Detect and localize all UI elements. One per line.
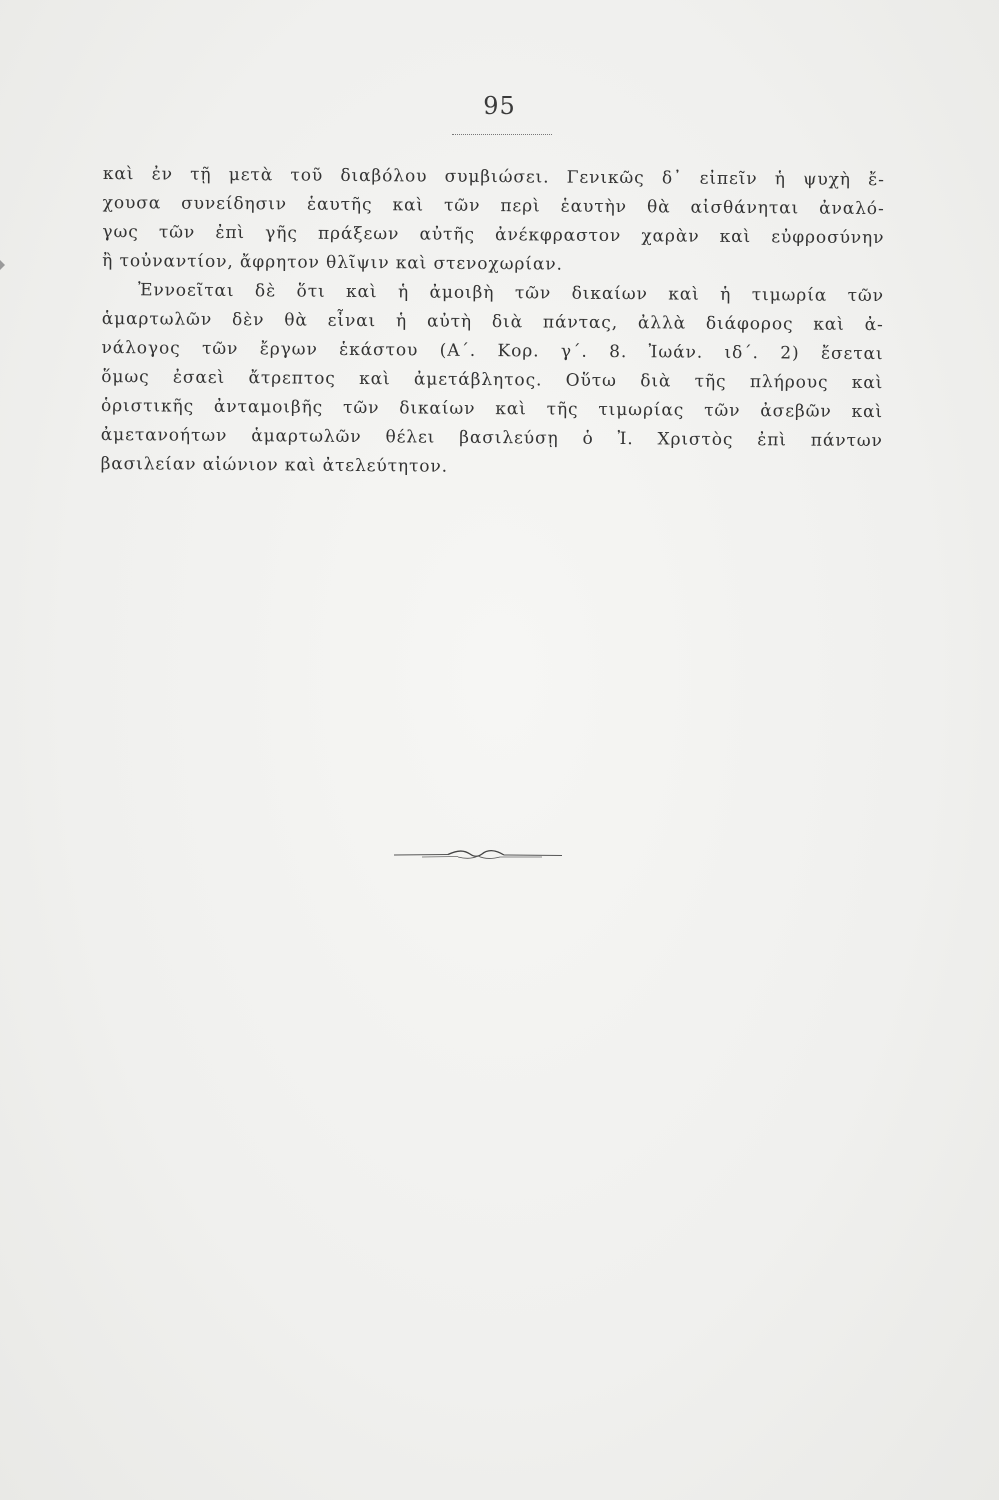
text-line: ἢ τοὐναντίον, ἄφρητον θλῖψιν καὶ στενοχωρίαν. — [102, 250, 563, 275]
text-line: ἀμετανοήτων ἁμαρτωλῶν θέλει βασιλεύσῃ ὁ Ἰ. Χριστὸς ἐπὶ πάντων — [100, 424, 883, 452]
text-line: ἁμαρτωλῶν δὲν θὰ εἶναι ἡ αὐτὴ διὰ πάντας, ἀλλὰ διάφορος καὶ ἀ- — [101, 308, 884, 336]
page-edge-mark — [0, 255, 6, 265]
text-line: χουσα συνείδησιν ἑαυτῆς καὶ τῶν περὶ ἑαυτὴν θὰ αἰσθάνηται ἀναλό- — [102, 192, 885, 220]
body-text — [100, 160, 884, 485]
text-line: καὶ ἐν τῇ μετὰ τοῦ διαβόλου συμβιώσει. Γενικῶς δ᾽ εἰπεῖν ἡ ψυχὴ ἔ- — [102, 163, 885, 191]
page-number: 95 — [483, 92, 516, 120]
tailpiece-ornament-icon — [392, 846, 564, 864]
text-line: βασιλείαν αἰώνιον καὶ ἀτελεύτητον. — [100, 453, 449, 477]
text-line: Ἐννοεῖται δὲ ὅτι καὶ ἡ ἀμοιβὴ τῶν δικαίων καὶ ἡ τιμωρία τῶν — [137, 280, 885, 307]
text-line: ὁριστικῆς ἀνταμοιβῆς τῶν δικαίων καὶ τῆς τιμωρίας τῶν ἀσεβῶν καὶ — [100, 395, 884, 423]
text-line: ὅμως ἐσαεὶ ἄτρεπτος καὶ ἀμετάβλητος. Οὕτω διὰ τῆς πλήρους καὶ — [101, 366, 884, 394]
text-line: νάλογος τῶν ἔργων ἑκάστου (Α΄. Κορ. γ΄. 8. Ἰωάν. ιδ΄. 2) ἔσεται — [101, 337, 884, 365]
page-number-rule — [452, 134, 552, 135]
text-line: γως τῶν ἐπὶ γῆς πράξεων αὐτῆς ἀνέκφραστον χαρὰν καὶ εὐφροσύνην — [102, 221, 885, 249]
